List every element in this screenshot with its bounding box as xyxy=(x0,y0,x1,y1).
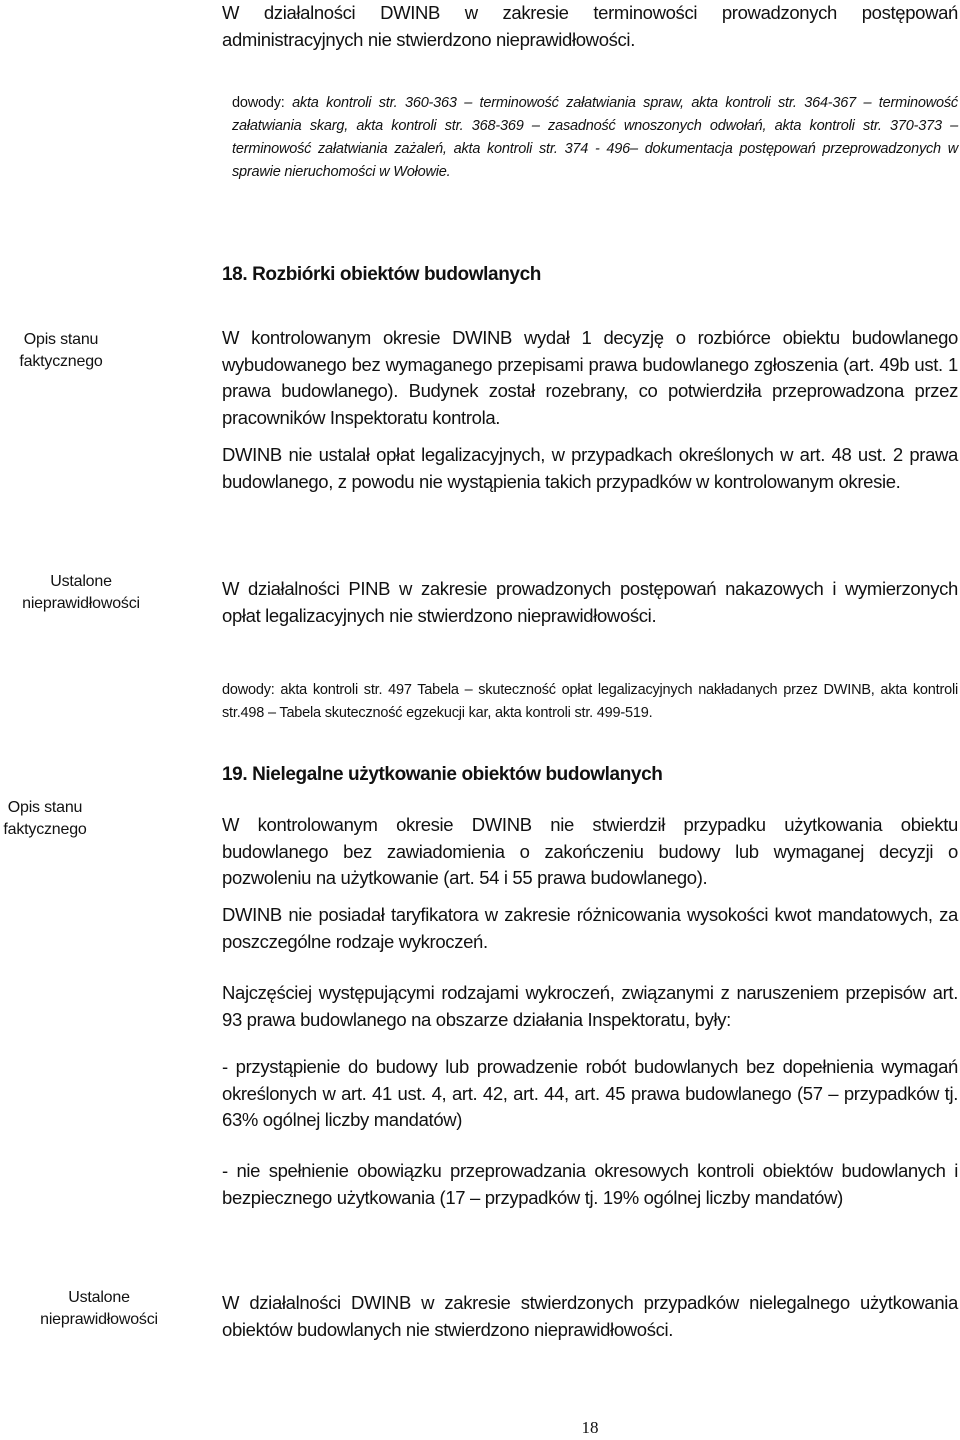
section-19-paragraph-3: Najczęściej występującymi rodzajami wykroczeń, związanymi z naruszeniem przepisów art. 93 prawa budowlanego na obszarze działania Inspektoratu, były: xyxy=(222,982,958,1030)
section-19-item-1: - przystąpienie do budowy lub prowadzenie robót budowlanych bez dopełnienia wymagań określonych w art. 41 ust. 4, art. 42, art. 44, art. 45 prawa budowlanego (57 – przypadków tj. 63% ogólnej liczby mandatów) xyxy=(222,1056,958,1130)
evidence-text: akta kontroli str. 360-363 – terminowość załatwiania spraw, akta kontroli str. 364-367 – terminowość załatwiania skarg, akta kontroli str. 368-369 – zasadność wnoszonych odwołań, akta kontroli str. 370-373 – terminowość załatwiania zażaleń, akta kontroli str. 374 - 496– dokumentacja postępowań przeprowadzonych w sprawie nieruchomości w Wołowie. xyxy=(232,95,958,180)
evidence-top xyxy=(232,92,958,184)
section-19-item-2: - nie spełnienie obowiązku przeprowadzania okresowych kontroli obiektów budowlanych i bezpiecznego użytkowania (17 – przypadków tj. 19% ogólnej liczby mandatów) xyxy=(222,1160,958,1208)
section-18-paragraph-2: DWINB nie ustalał opłat legalizacyjnych, w przypadkach określonych w art. 48 ust. 2 prawa budowlanego, z powodu nie wystąpienia takich przypadków w kontrolowanym okresie. xyxy=(222,444,958,492)
section-19-paragraph-2: DWINB nie posiadał taryfikatora w zakresie różnicowania wysokości kwot mandatowych, za poszczególne rodzaje wykroczeń. xyxy=(222,904,958,952)
intro-paragraph: W działalności DWINB w zakresie terminowości prowadzonych postępowań administracyjnych nie stwierdzono nieprawidłowości. xyxy=(222,2,958,50)
section-18-findings: W działalności PINB w zakresie prowadzonych postępowań nakazowych i wymierzonych opłat legalizacyjnych nie stwierdzono nieprawidłowości. xyxy=(222,578,958,626)
section-19-paragraph-1: W kontrolowanym okresie DWINB nie stwierdził przypadku użytkowania obiektu budowlanego bez zawiadomienia o zakończeniu budowy lub wymaganej decyzji o pozwoleniu na użytkowanie (art. 54 i 55 prawa budowlanego). xyxy=(222,814,958,888)
section-19-heading: 19. Nielegalne użytkowanie obiektów budowlanych xyxy=(222,764,663,785)
section-18-paragraph-1: W kontrolowanym okresie DWINB wydał 1 decyzję o rozbiórce obiektu budowlanego wybudowanego bez wymaganego przepisami prawa budowlanego zgłoszenia (art. 49b ust. 1 prawa budowlanego). Budynek został rozebrany, co potwierdziła przeprowadzona przez pracowników Inspektoratu kontrola. xyxy=(222,327,958,428)
section-19-label-findings: Ustalone nieprawidłowości xyxy=(40,1289,158,1328)
section-18-evidence: dowody: akta kontroli str. 497 Tabela – skuteczność opłat legalizacyjnych nakładanych przez DWINB, akta kontroli str.498 – Tabela skuteczność egzekucji kar, akta kontroli str. 499-519. xyxy=(222,682,958,721)
section-19-findings: W działalności DWINB w zakresie stwierdzonych przypadków nielegalnego użytkowania obiektów budowlanych nie stwierdzono nieprawidłowości. xyxy=(222,1292,958,1340)
section-18-label-findings: Ustalone nieprawidłowości xyxy=(22,573,140,612)
section-19-label-state: Opis stanu faktycznego xyxy=(3,799,87,838)
section-18-label-state: Opis stanu faktycznego xyxy=(19,331,103,370)
page-number: 18 xyxy=(581,1418,599,1437)
section-18-heading: 18. Rozbiórki obiektów budowlanych xyxy=(222,264,541,285)
evidence-label: dowody: xyxy=(232,95,285,111)
